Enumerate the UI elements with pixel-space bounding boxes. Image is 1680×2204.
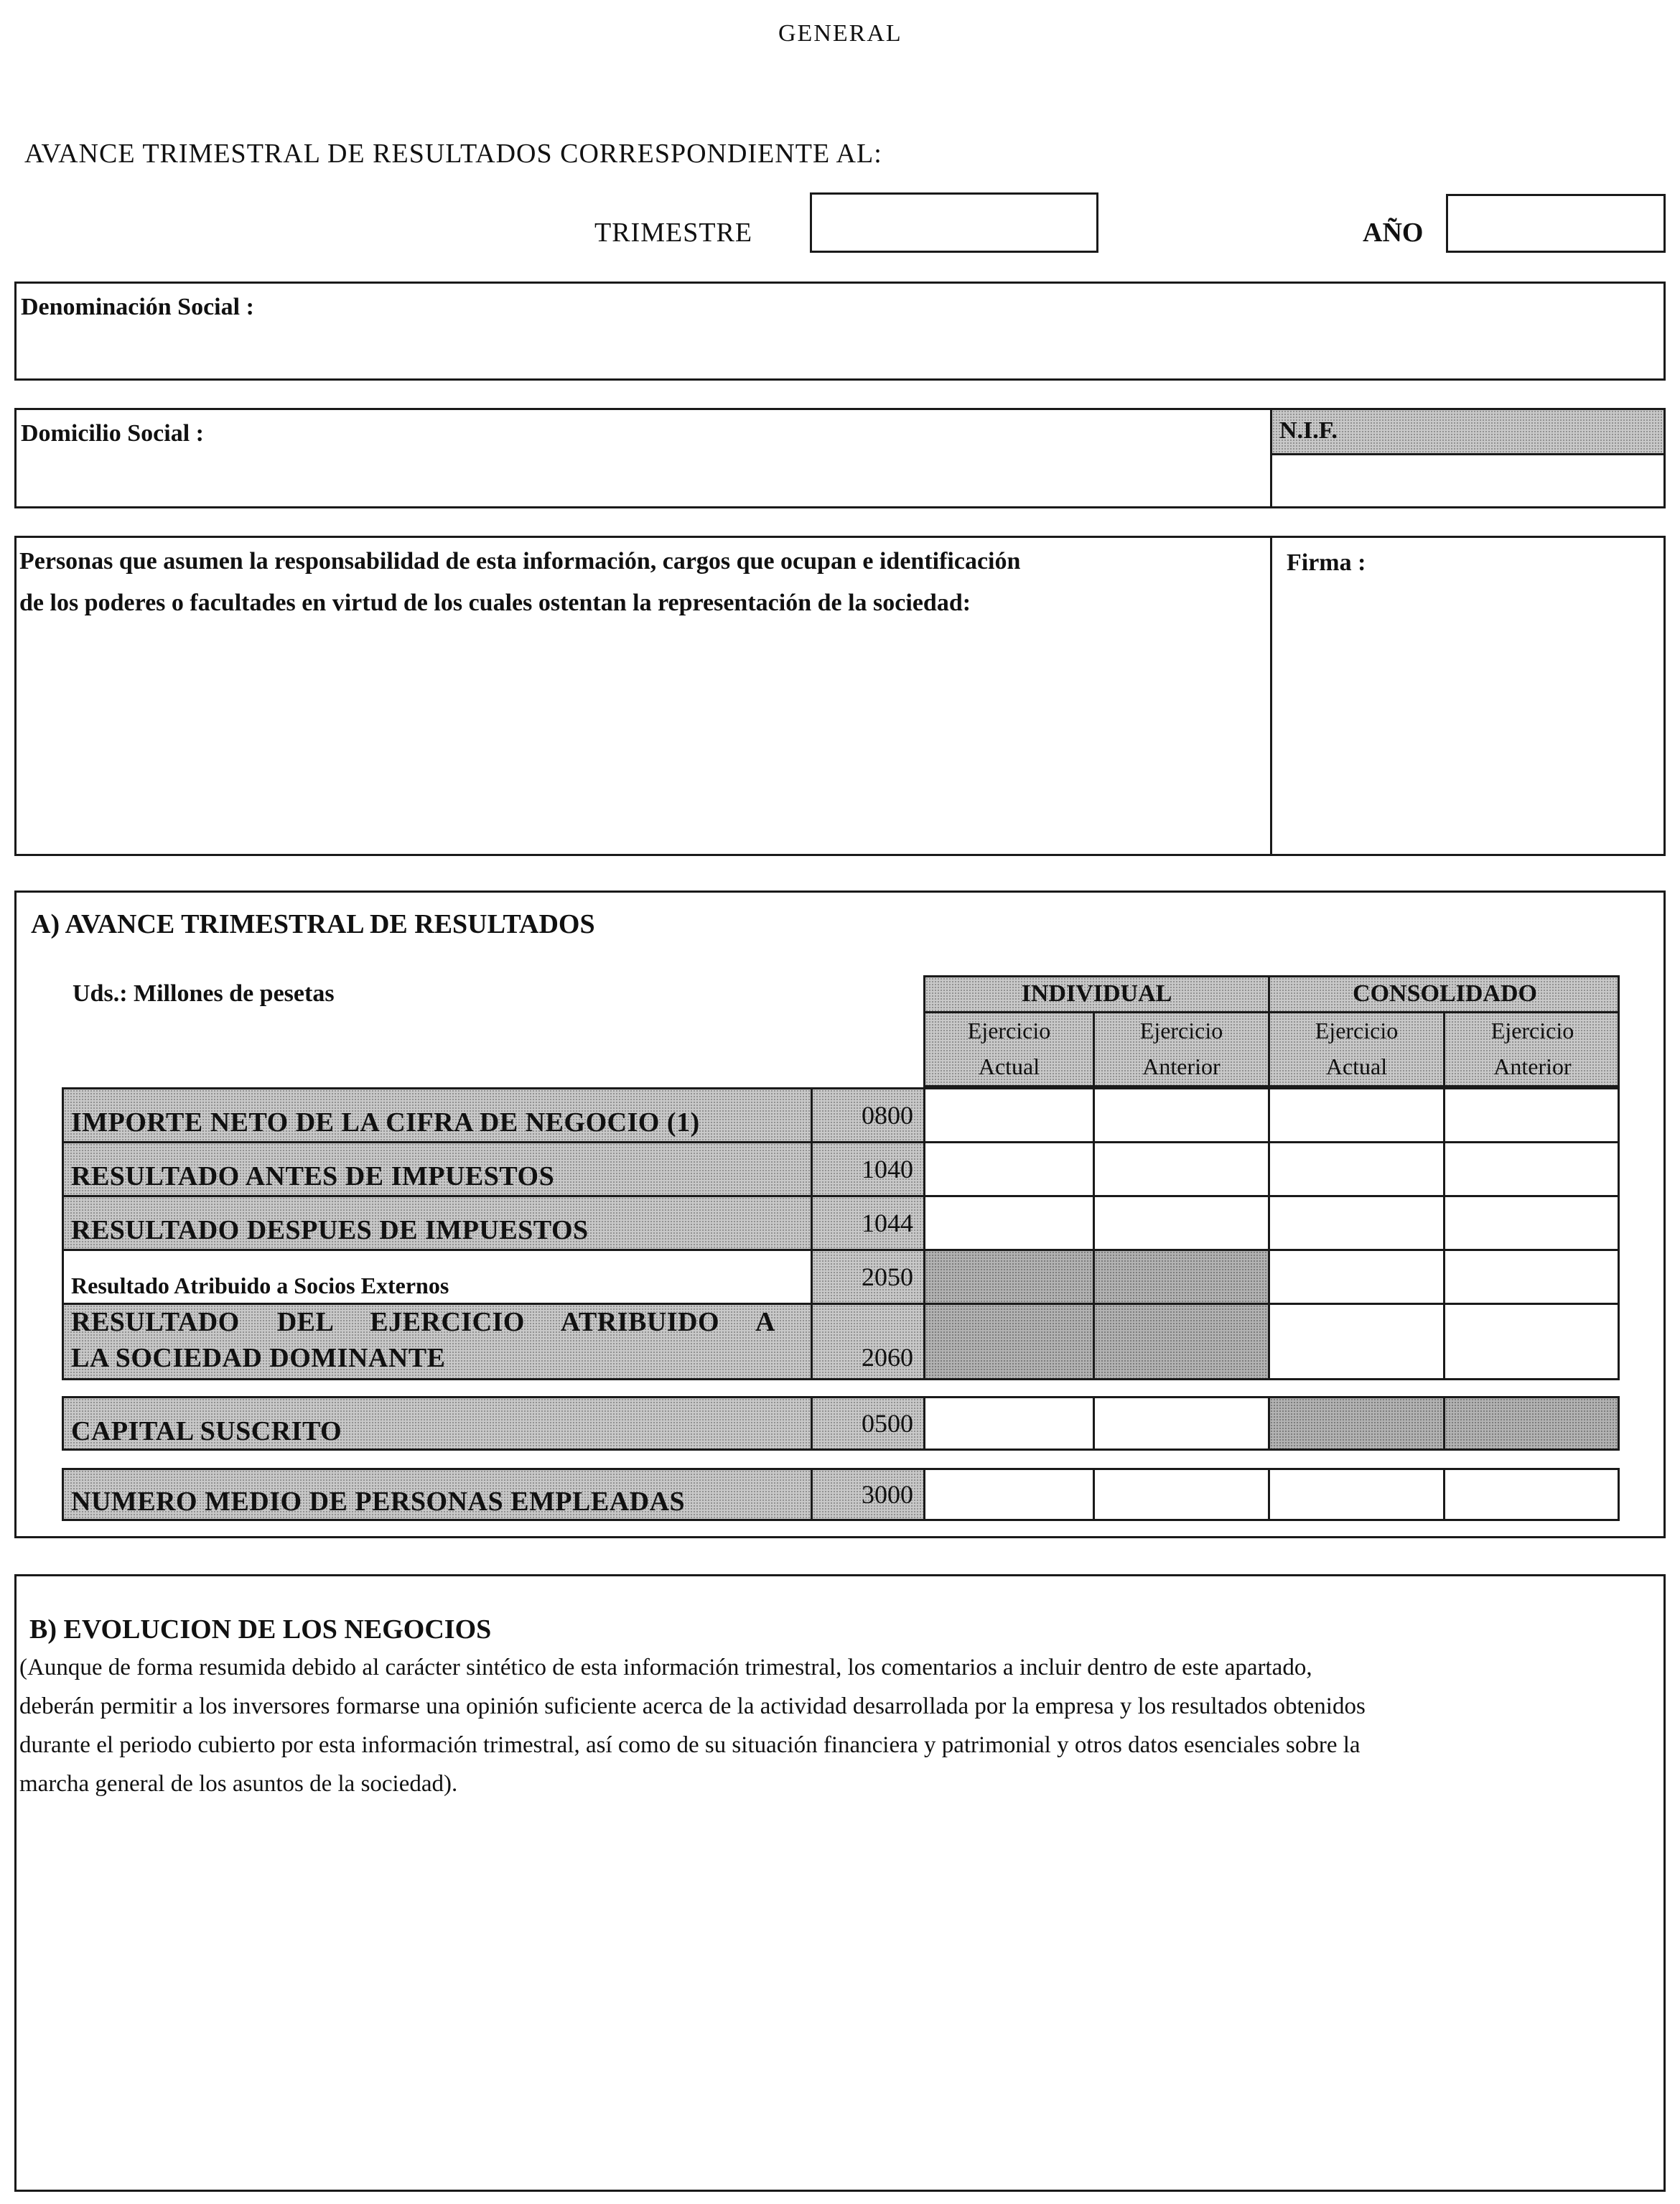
col-con-actual-1: Ejercicio bbox=[1315, 1018, 1399, 1043]
firma-box[interactable] bbox=[1270, 536, 1666, 856]
row-code-cell bbox=[813, 1305, 923, 1378]
section-b[interactable] bbox=[14, 1574, 1666, 2192]
section-a-title: A) AVANCE TRIMESTRAL DE RESULTADOS bbox=[31, 909, 595, 939]
form-subtitle: AVANCE TRIMESTRAL DE RESULTADOS CORRESPONDIENTE AL: bbox=[24, 139, 882, 169]
row-code: 2050 bbox=[813, 1251, 923, 1303]
trimestre-input[interactable] bbox=[810, 192, 1098, 253]
row-code: 0800 bbox=[813, 1089, 923, 1141]
capital-label-cell bbox=[64, 1398, 811, 1449]
personas-line-2: de los poderes o facultades en virtud de los cuales ostentan la representación de la sociedad: bbox=[19, 590, 971, 616]
firma-label: Firma : bbox=[1287, 549, 1366, 576]
input-1040-con-actual[interactable] bbox=[1270, 1143, 1443, 1195]
input-1040-ind-anterior[interactable] bbox=[1095, 1143, 1268, 1195]
domicilio-box[interactable] bbox=[14, 408, 1272, 508]
ano-label: AÑO bbox=[1363, 218, 1424, 248]
row-label-1040 bbox=[64, 1143, 811, 1195]
section-b-line-4: marcha general de los asuntos de la sociedad). bbox=[19, 1771, 458, 1797]
row-label-text: RESULTADO DESPUES DE IMPUESTOS bbox=[71, 1215, 589, 1245]
input-1040-ind-actual[interactable] bbox=[925, 1143, 1093, 1195]
cell-disabled bbox=[1095, 1251, 1268, 1303]
cell-disabled bbox=[1445, 1398, 1618, 1449]
group-individual: INDIVIDUAL bbox=[1021, 980, 1172, 1007]
cell-disabled bbox=[925, 1251, 1093, 1303]
denominacion-box[interactable] bbox=[14, 282, 1666, 381]
input-2050-con-anterior[interactable] bbox=[1445, 1251, 1618, 1303]
row-label-2050 bbox=[64, 1251, 811, 1303]
section-b-line-2: deberán permitir a los inversores formarse una opinión suficiente acerca de la actividad desarrollada por la empresa y los resultados obtenidos bbox=[19, 1693, 1366, 1719]
row-code: 1044 bbox=[813, 1197, 923, 1249]
capital-code: 0500 bbox=[813, 1398, 923, 1449]
input-3000-ind-anterior[interactable] bbox=[1095, 1470, 1268, 1519]
section-b-line-3: durante el periodo cubierto por esta información trimestral, así como de su situación financiera y patrimonial y otros datos esenciales sobre la bbox=[19, 1732, 1361, 1758]
row-code: 1040 bbox=[813, 1143, 923, 1195]
nif-label: N.I.F. bbox=[1279, 417, 1338, 444]
denominacion-label: Denominación Social : bbox=[21, 294, 254, 320]
input-0500-ind-actual[interactable] bbox=[925, 1398, 1093, 1449]
row-label-2060 bbox=[64, 1305, 811, 1378]
input-2060-con-anterior[interactable] bbox=[1445, 1305, 1618, 1378]
trimestre-label: TRIMESTRE bbox=[594, 218, 753, 248]
cell-disabled bbox=[1095, 1305, 1268, 1378]
input-1044-con-anterior[interactable] bbox=[1445, 1197, 1618, 1249]
row-code: 2060 bbox=[862, 1343, 913, 1372]
units-label: Uds.: Millones de pesetas bbox=[73, 980, 335, 1007]
section-b-title: B) EVOLUCION DE LOS NEGOCIOS bbox=[29, 1614, 492, 1645]
section-b-line-1: (Aunque de forma resumida debido al carácter sintético de esta información trimestral, los comentarios a incluir dentro de este apartado, bbox=[19, 1655, 1312, 1680]
input-0500-ind-anterior[interactable] bbox=[1095, 1398, 1268, 1449]
row-label-text: IMPORTE NETO DE LA CIFRA DE NEGOCIO (1) bbox=[71, 1107, 700, 1138]
row-label-text-line-2: LA SOCIEDAD DOMINANTE bbox=[71, 1343, 446, 1373]
col-con-anterior-1: Ejercicio bbox=[1490, 1018, 1574, 1043]
input-2060-con-actual[interactable] bbox=[1270, 1305, 1443, 1378]
empleados-label: NUMERO MEDIO DE PERSONAS EMPLEADAS bbox=[71, 1487, 686, 1517]
col-ind-anterior-2: Anterior bbox=[1142, 1054, 1221, 1079]
input-1044-ind-anterior[interactable] bbox=[1095, 1197, 1268, 1249]
col-con-anterior-2: Anterior bbox=[1493, 1054, 1572, 1079]
row-label-0800 bbox=[64, 1089, 811, 1141]
input-0800-ind-actual[interactable] bbox=[925, 1089, 1093, 1141]
cell-disabled bbox=[925, 1305, 1093, 1378]
input-0800-con-actual[interactable] bbox=[1270, 1089, 1443, 1141]
empleados-code: 3000 bbox=[813, 1470, 923, 1519]
capital-label: CAPITAL SUSCRITO bbox=[71, 1416, 342, 1446]
nif-box[interactable] bbox=[1270, 408, 1666, 508]
group-consolidado: CONSOLIDADO bbox=[1353, 980, 1537, 1007]
col-con-actual-2: Actual bbox=[1325, 1054, 1388, 1079]
input-1044-con-actual[interactable] bbox=[1270, 1197, 1443, 1249]
row-label-1044 bbox=[64, 1197, 811, 1249]
input-3000-ind-actual[interactable] bbox=[925, 1470, 1093, 1519]
ano-input[interactable] bbox=[1446, 194, 1666, 253]
empleados-label-cell bbox=[64, 1470, 811, 1519]
personas-line-1: Personas que asumen la responsabilidad de esta información, cargos que ocupan e identificación bbox=[19, 548, 1021, 575]
row-label-text: RESULTADO ANTES DE IMPUESTOS bbox=[71, 1161, 555, 1191]
domicilio-label: Domicilio Social : bbox=[21, 420, 204, 447]
cell-disabled bbox=[1270, 1398, 1443, 1449]
input-3000-con-actual[interactable] bbox=[1270, 1470, 1443, 1519]
personas-box[interactable] bbox=[14, 536, 1272, 856]
col-ind-actual-2: Actual bbox=[978, 1054, 1040, 1079]
input-0800-con-anterior[interactable] bbox=[1445, 1089, 1618, 1141]
input-2050-con-actual[interactable] bbox=[1270, 1251, 1443, 1303]
row-label-text-line-1: RESULTADO DEL EJERCICIO ATRIBUIDO A bbox=[71, 1307, 775, 1337]
input-3000-con-anterior[interactable] bbox=[1445, 1470, 1618, 1519]
col-ind-actual-1: Ejercicio bbox=[967, 1018, 1051, 1043]
input-1040-con-anterior[interactable] bbox=[1445, 1143, 1618, 1195]
col-ind-anterior-1: Ejercicio bbox=[1139, 1018, 1223, 1043]
input-1044-ind-actual[interactable] bbox=[925, 1197, 1093, 1249]
row-label-text: Resultado Atribuido a Socios Externos bbox=[71, 1273, 449, 1298]
nif-header bbox=[1272, 410, 1663, 453]
input-0800-ind-anterior[interactable] bbox=[1095, 1089, 1268, 1141]
form-title: GENERAL bbox=[778, 20, 902, 47]
